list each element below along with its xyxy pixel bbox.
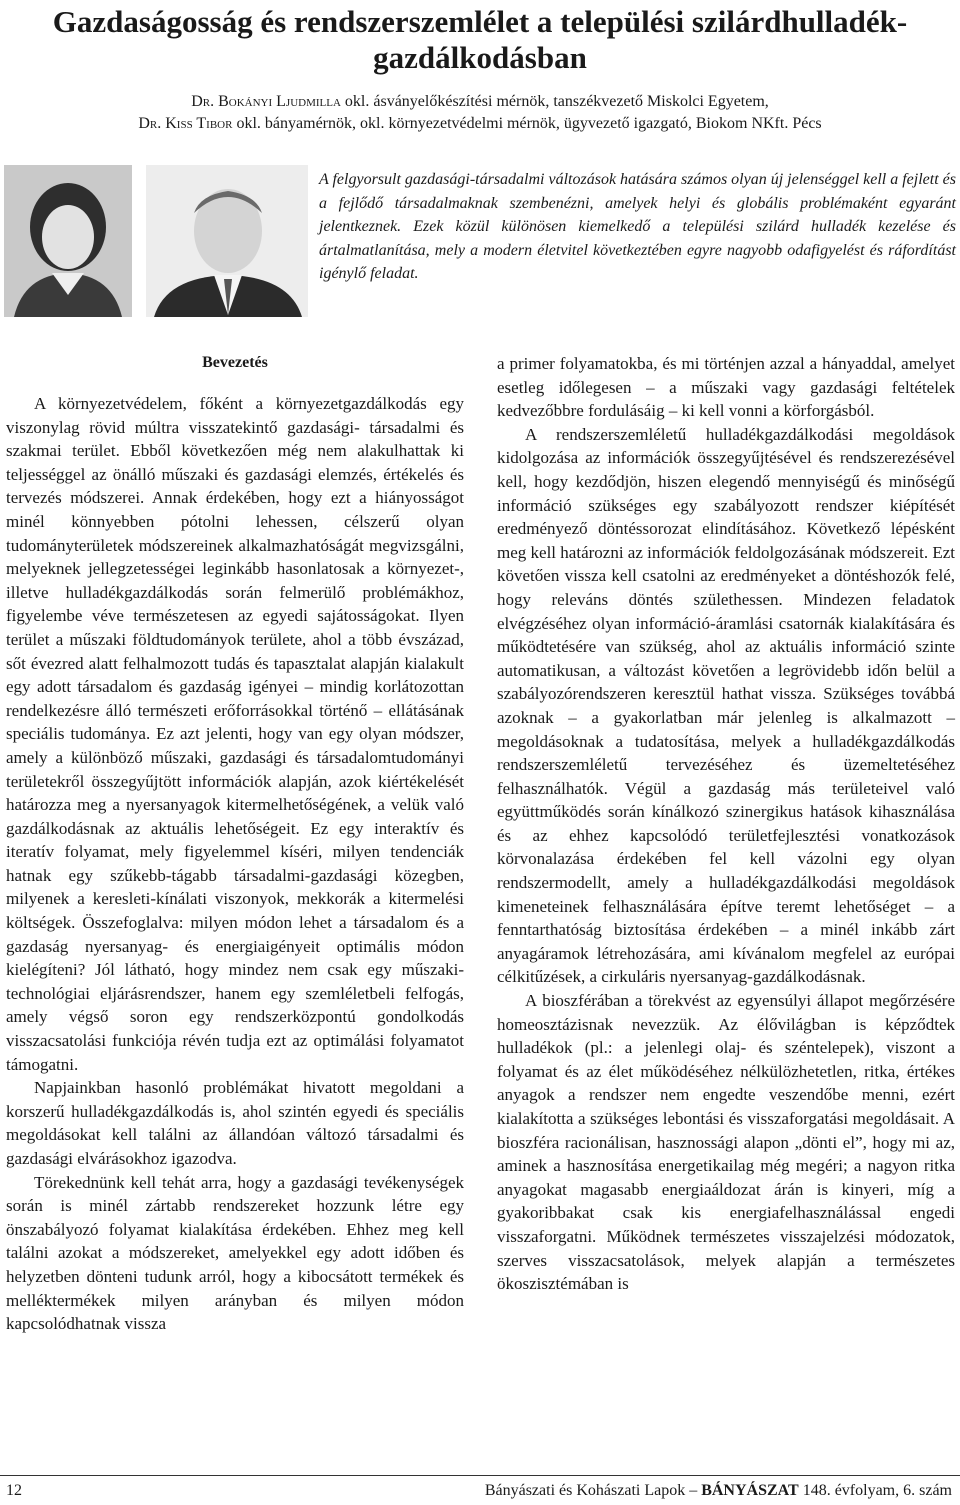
- right-column: [497, 352, 955, 1296]
- paragraph: A rendszerszemléletű hulladékgazdálkodási megoldások kidolgozása az információk összegyűjtésével és rendszerezésével kell, hogy kezdődjön, hiszen elegendő mennyiségű és minőségű információ szükséges egy szabályozott rendszer kiépítését eredményező döntéssorozat elindításához. Következő lépésként meg kell határozni az információk feldolgozásának módszereit. Ezt követően vissza kell csatolni az eredményeket a döntéshozók felé, hogy releváns döntés születhessen. Mindezen feladatok elvégzéséhez olyan információ-áramlási csatornák kialakítására és működtetésére van szükség, ahol az aktuális információ szinte automatikusan, a változást követően a legrövidebb időn belül a szabályozórendszeren keresztül hathat vissza. Szükséges továbbá azoknak – a gyakorlatban már jelenleg is alkalmazott –megoldásoknak a tudatosítása, melyek a hulladékgazdálkodás rendszerszemléletű tervezéséhez és üzemeltetéséhez felhasználhatók. Végül a gazdaság más területeivel való együttműködés során kínálkozó szinergikus hatások kihasználása és az ehhez kapcsolódó területfejlesztési vonatkozások körvonalazása érdekében fel kell vázolni egy olyan rendszermodellt, amely a hulladékgazdálkodási megoldások kimeneteinek felhasználására építve teremt lehetőséget – a fenntarthatóság biztosítása érdekében – a minél inkább zárt anyagáramok létrehozására, ami kívánalom megfelel az európai célkitűzések, a cirkuláris nyersanyag-gazdálkodásnak.: [497, 424, 955, 987]
- author-name-2: Dr. Kiss Tibor: [138, 115, 233, 132]
- author-photo-2: [146, 165, 308, 317]
- page-number: 12: [6, 1482, 22, 1499]
- journal-footer: [485, 1481, 952, 1501]
- journal-issue: 148. évfolyam, 6. szám: [798, 1482, 952, 1499]
- author-line-1: [0, 91, 960, 113]
- journal-name: Bányászati és Kohászati Lapok –: [484, 1482, 702, 1499]
- paragraph: a primer folyamatokba, és mi történjen azzal a hányaddal, amelyet esetleg időlegesen – a műszaki vagy gazdasági feltételek kedvezőbbre fordulásáig – ki kell vonni a körforgásból.: [497, 354, 955, 421]
- author-affiliation-2: okl. bányamérnök, okl. környezetvédelmi mérnök, ügyvezető igazgató, Biokom NKft. Pécs: [232, 115, 822, 132]
- author-line-2: [0, 113, 960, 135]
- paragraph: Napjainkban hasonló problémákat hivatott megoldani a korszerű hulladékgazdálkodás is, ahol szintén egyedi és speciális megoldásokat kell találni az állandóan változó társadalmi és gazdasági elvárásokhoz igazodva.: [6, 1078, 464, 1168]
- article-title: Gazdaságosság és rendszerszemlélet a települési szilárdhulladék-gazdálkodásban: [52, 4, 908, 75]
- paragraph: A bioszférában a törekvést az egyensúlyi állapot megőrzésére homeosztázisnak nevezzük. Az élővilágban is képződtek hulladékok (pl.: a jelenlegi olaj- és széntelepek), viszont a folyamat és az élet működéséhez nélkülözhetetlen, ritka, értékes anyagok a rendszer nem engedte veszendőbe menni, ezért kialakította a szükséges lebontási és visszaforgatási megoldásait. A bioszféra racionálisan, hasznossági alapon „dönti el”, hogy mi az, aminek a hasznosítása energetikailag még megéri; a nagyon ritka anyagokat magasabb energiaáldozat árán is kinyeri, míg a gyakoribbakat csak kis energiafelhasználással engedi visszaforgatni. Működnek természetes visszajelzési módozatok, szerves visszacsatolások, melyek alapján a természetes ökoszisztémában is: [497, 991, 955, 1294]
- footer-rule: [0, 1475, 960, 1476]
- journal-section: BÁNYÁSZAT: [701, 1482, 799, 1499]
- author-block: [0, 91, 960, 135]
- paragraph: A környezetvédelem, főként a környezetgazdálkodás egy viszonylag rövid múltra visszatekintő gazdasági- társadalmi és szakmai terület. Ebből következően még nem alakulhattak ki teljességgel az önálló műszaki és gazdasági elemzés, értékelés és tervezés módszerei. Annak érdekében, hogy ezt a hiányosságot minél könnyebben pótolni lehessen, célszerű olyan tudományterületek módszereinek alkalmazhatóságát megvizsgálni, melyeknek jellegzetességei leginkább hasonlatosak a környezet-, illetve hulladékgazdálkodás során felmerülő problémákhoz, figyelembe véve természetesen az egyedi sajátosságokat. Ilyen terület a műszaki földtudományok területe, ahol a több évszázad, sőt évezred alatt felhalmozott tudás és tapasztalat alapján kialakult egy adott társadalom és gazdaság igényei – mindig korlátozottan rendelkezésre álló természeti erőforrásokkal történő – ellátásának speciális tudománya. Ez azt jelenti, hogy van egy olyan módszer, amely a különböző műszaki, gazdasági és társadalomtudományi területekről összegyűjtött információk alapján, azok kiértékelését határozza meg a nyersanyagok kitermelhetőségének, a velük való gazdálkodásnak az aktuális lehetőségeit. Ez egy interaktív és iteratív folyamat, mely figyelemmel kíséri, milyen tendenciák hatnak egy szűkebb-tágabb társadalmi-gazdasági közegben, milyenek a keresleti-kínálati viszonyok, mekkorák a kitermelési költségek. Összefoglalva: milyen módon lehet a társadalom és a gazdaság nyersanyag- és energiaigényeit optimális módon kielégíteni? Jól látható, hogy mindez nem csak egy műszaki-technológiai eljárásrendszer, hanem egy szemléletbeli felfogás, amely végső soron egy rendszerközpontú gondolkodás visszacsatolási funkciója révén tudja ezt az optimálási folyamatot támogatni.: [6, 394, 464, 1074]
- author-affiliation-1: okl. ásványelőkészítési mérnök, tanszékvezető Miskolci Egyetem,: [340, 93, 769, 110]
- section-heading: Bevezetés: [202, 354, 268, 371]
- paragraph: Törekednünk kell tehát arra, hogy a gazdasági tevékenységek során is minél zártabb rendszereket hozzunk létre egy önszabályozó folyamat kialakítása érdekében. Ehhez meg kell találni azokat a módszereket, amelyekkel egy adott időben és helyzetben dönteni tudunk arról, hogy a kibocsátott termékek és melléktermékek milyen arányban és milyen módon kapcsolódhatnak vissza: [6, 1172, 464, 1334]
- left-column: [6, 352, 464, 1336]
- abstract: [319, 168, 956, 286]
- author-photo-1: [4, 165, 132, 317]
- abstract-text: A felgyorsult gazdasági-társadalmi változások hatására számos olyan új jelenséggel kell a fejlett és a fejlődő társadalmaknak szembenézni, amelyek helyi és globális problémaként egyaránt jelentkeznek. Ezek közül különösen kiemelkedő a települési szilárd hulladék kezelése és ártalmatlanítása, mely a modern életvitel következtében egyre nagyobb odafigyelést és ráfordítást igénylő feladat.: [319, 171, 956, 282]
- author-name-1: Dr. Bokányi Ljudmilla: [191, 93, 341, 110]
